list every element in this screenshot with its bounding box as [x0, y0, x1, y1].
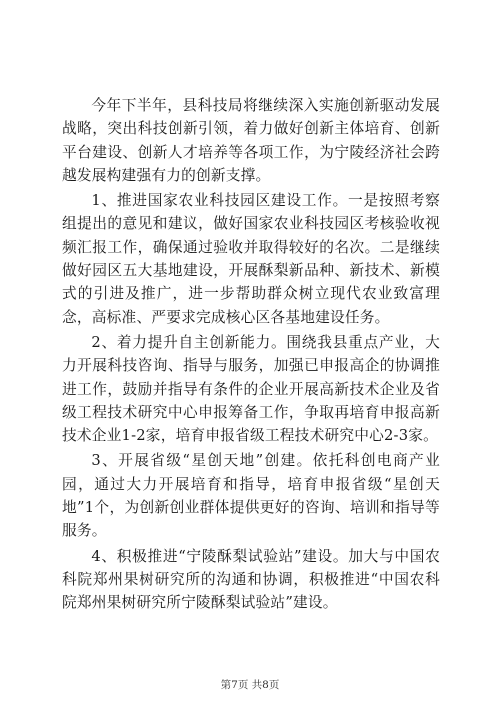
document-body: [62, 94, 440, 617]
page-number-footer: 第7页 共8页: [220, 679, 280, 691]
paragraph-item-1: 1、推进国家农业科技园区建设工作。一是按照考察组提出的意见和建议，做好国家农业科技园区考核验收视频汇报工作，确保通过验收并取得较好的名次。二是继续做好园区五大基地建设，开展酥梨新品种、新技术、新模式的引进及推广，进一步帮助群众树立现代农业致富理念，高标准、严要求完成核心区各基地建设任务。: [62, 192, 440, 326]
paragraph-item-2: 2、着力提升自主创新能力。围绕我县重点产业，大力开展科技咨询、指导与服务，加强已申报高企的协调推进工作，鼓励并指导有条件的企业开展高新技术企业及省级工程技术研究中心申报筹备工作，争取再培育申报高新技术企业1-2家，培育申报省级工程技术研究中心2-3家。: [62, 333, 440, 445]
paragraph-item-3: 3、开展省级“星创天地”创建。依托科创电商产业园，通过大力开展培育和指导，培育申报省级“星创天地”1个，为创新创业群体提供更好的咨询、培训和指导等服务。: [62, 452, 440, 540]
paragraph-item-4: 4、积极推进“宁陵酥梨试验站”建设。加大与中国农科院郑州果树研究所的沟通和协调，积极推进“中国农科院郑州果树研究所宁陵酥梨试验站”建设。: [62, 547, 440, 612]
paragraph-intro: 今年下半年，县科技局将继续深入实施创新驱动发展战略，突出科技创新引领，着力做好创新主体培育、创新平台建设、创新人才培养等各项工作，为宁陵经济社会跨越发展构建强有力的创新支撑。: [62, 97, 440, 184]
